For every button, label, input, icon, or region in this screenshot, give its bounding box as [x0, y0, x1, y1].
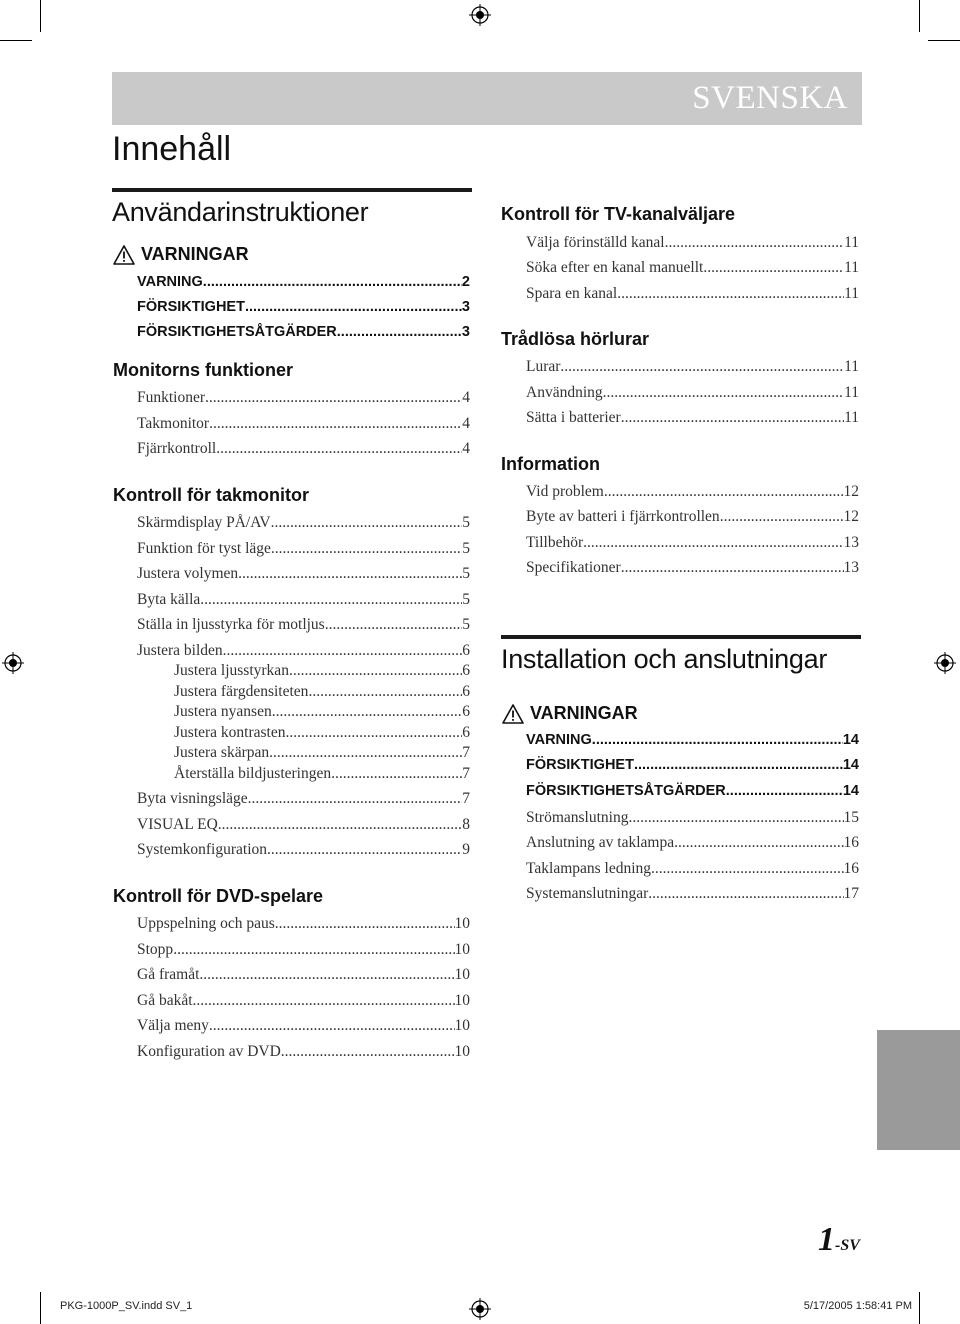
toc-subentry[interactable]: [174, 683, 470, 703]
toc-entry-page: 5: [462, 565, 470, 582]
toc-entry-label: Uppspelning och paus: [137, 915, 275, 932]
slug-file: PKG-1000P_SV.indd SV_1: [60, 1300, 193, 1312]
toc-entry-label: Välja meny: [137, 1017, 209, 1034]
toc-entry-page: 6: [462, 683, 470, 700]
toc-entry[interactable]: [526, 285, 859, 305]
warnings-heading-right: [502, 703, 638, 724]
toc-entry[interactable]: [137, 992, 470, 1012]
toc-entry-page: 3: [461, 299, 470, 315]
toc-entry-label: Byte av batteri i fjärrkontrollen: [526, 508, 720, 525]
toc-entry[interactable]: [137, 324, 470, 344]
toc-entry[interactable]: [137, 616, 470, 636]
toc-entry-page: 10: [454, 915, 470, 932]
group-heading: Trådlösa hörlurar: [501, 329, 650, 349]
toc-entry-page: 16: [843, 834, 859, 851]
toc-entry-label: Konfiguration av DVD: [137, 1043, 281, 1060]
toc-entry-page: 7: [462, 765, 470, 782]
group-heading: Kontroll för takmonitor: [113, 485, 309, 505]
toc-entry-label: Spara en kanal: [526, 285, 618, 302]
toc-entry-label: Byta visningsläge: [137, 790, 248, 807]
section-title-left: Användarinstruktioner: [112, 197, 369, 227]
toc-entry-page: 15: [843, 809, 859, 826]
toc-entry-label: FÖRSIKTIGHETSÅTGÄRDER: [526, 783, 726, 799]
registration-mark-icon: [469, 4, 491, 26]
toc-entry-page: 7: [462, 744, 470, 761]
toc-entry-page: 7: [462, 790, 470, 807]
toc-entry-page: 5: [462, 540, 470, 557]
toc-entry-page: 10: [454, 1017, 470, 1034]
page-number-suffix: -SV: [835, 1237, 860, 1254]
toc-entry-page: 9: [462, 841, 470, 858]
toc-entry-page: 3: [461, 324, 470, 340]
toc-entry[interactable]: [137, 514, 470, 534]
warning-icon: [113, 245, 135, 265]
toc-entry-label: Återställa bildjusteringen: [174, 765, 332, 782]
toc-entry-label: Gå bakåt: [137, 992, 193, 1009]
toc-entry-page: 6: [462, 703, 470, 720]
toc-entry-label: Systemanslutningar: [526, 885, 649, 902]
toc-entry-page: 10: [454, 941, 470, 958]
warning-icon: [502, 704, 524, 724]
crop-mark: [919, 0, 920, 32]
registration-mark-icon: [2, 652, 24, 674]
toc-entry-label: FÖRSIKTIGHETSÅTGÄRDER: [137, 324, 337, 340]
toc-entry[interactable]: [137, 415, 470, 435]
toc-entry-label: Välja förinställd kanal: [526, 234, 665, 251]
section-title-right: Installation och anslutningar: [501, 644, 828, 674]
toc-entry-label: Takmonitor: [137, 415, 210, 432]
toc-entry-label: Vid problem: [526, 483, 604, 500]
toc-entry[interactable]: [526, 757, 859, 777]
toc-entry-page: 11: [844, 384, 859, 401]
page-number-value: 1: [818, 1221, 835, 1258]
toc-entry-page: 17: [843, 885, 859, 902]
section-rule: [501, 635, 861, 639]
toc-entry-page: 12: [843, 508, 859, 525]
toc-entry-page: 11: [844, 259, 859, 276]
toc-entry-label: VARNING: [526, 732, 592, 748]
toc-entry[interactable]: [137, 816, 470, 836]
toc-entry[interactable]: [526, 732, 859, 752]
toc-entry[interactable]: [526, 234, 859, 254]
toc-entry-label: Söka efter en kanal manuellt: [526, 259, 704, 276]
toc-entry-label: Justera volymen: [137, 565, 239, 582]
toc-entry-label: FÖRSIKTIGHET: [137, 299, 245, 315]
group-heading: Kontroll för DVD-spelare: [113, 886, 324, 906]
toc-entry-page: 13: [843, 559, 859, 576]
toc-entry[interactable]: [137, 274, 470, 294]
toc-entry[interactable]: [526, 534, 859, 554]
toc-entry[interactable]: [137, 1017, 470, 1037]
toc-entry-page: 5: [462, 591, 470, 608]
crop-mark: [40, 1292, 41, 1324]
toc-entry-page: 6: [462, 724, 470, 741]
toc-entry-label: Skärmdisplay PÅ/AV: [137, 514, 271, 531]
toc-entry[interactable]: [137, 915, 470, 935]
toc-entry-label: VISUAL EQ: [137, 816, 218, 833]
crop-mark: [928, 40, 960, 41]
group-heading: Kontroll för TV-kanalväljare: [501, 204, 736, 224]
toc-subentry[interactable]: [174, 724, 470, 744]
toc-entry-page: 8: [462, 816, 470, 833]
toc-entry-page: 4: [462, 440, 470, 457]
page-title: Innehåll: [112, 130, 232, 168]
toc-entry-label: Justera bilden: [137, 642, 223, 659]
slug-timestamp: 5/17/2005 1:58:41 PM: [803, 1300, 912, 1312]
toc-entry[interactable]: [526, 834, 859, 854]
toc-entry[interactable]: [137, 1043, 470, 1063]
toc-entry-label: VARNING: [137, 274, 203, 290]
toc-entry-label: FÖRSIKTIGHET: [526, 757, 634, 773]
registration-mark-icon: [934, 652, 956, 674]
section-rule: [112, 188, 472, 192]
toc-entry[interactable]: [137, 841, 470, 861]
toc-entry-page: 16: [843, 860, 859, 877]
toc-entry[interactable]: [526, 409, 859, 429]
toc-entry[interactable]: [526, 809, 859, 829]
toc-entry-label: Funktioner: [137, 389, 206, 406]
toc-entry[interactable]: [526, 508, 859, 528]
toc-entry[interactable]: [137, 299, 470, 319]
toc-entry-page: 4: [462, 415, 470, 432]
toc-entry-label: Lurar: [526, 358, 561, 375]
group-heading: Monitorns funktioner: [113, 360, 293, 380]
toc-entry-page: 12: [843, 483, 859, 500]
toc-entry-page: 13: [843, 534, 859, 551]
warnings-heading-left: [113, 244, 249, 265]
toc-entry-page: 14: [842, 757, 859, 773]
group-heading: Information: [501, 454, 600, 474]
registration-mark-icon: [469, 1298, 491, 1320]
toc-entry-label: Funktion för tyst läge: [137, 540, 271, 557]
crop-mark: [0, 40, 32, 41]
toc-entry[interactable]: [526, 783, 859, 803]
toc-entry-label: Användning: [526, 384, 603, 401]
toc-entry-page: 2: [461, 274, 470, 290]
toc-entry[interactable]: [137, 540, 470, 560]
warnings-heading-label: VARNINGAR: [530, 703, 638, 723]
toc-entry[interactable]: [526, 384, 859, 404]
toc-entry-page: 6: [462, 642, 470, 659]
toc-entry[interactable]: [526, 358, 859, 378]
toc-entry-label: Justera kontrasten: [174, 724, 286, 741]
toc-entry-label: Byta källa: [137, 591, 201, 608]
toc-entry[interactable]: [137, 966, 470, 986]
toc-entry-page: 14: [842, 783, 859, 799]
toc-entry-label: Systemkonfiguration: [137, 841, 268, 858]
toc-entry[interactable]: [526, 885, 859, 905]
toc-entry[interactable]: [526, 483, 859, 503]
warnings-heading-label: VARNINGAR: [141, 244, 249, 264]
toc-entry-label: Justera nyansen: [174, 703, 272, 720]
page-number: [818, 1221, 860, 1259]
toc-entry[interactable]: [137, 389, 470, 409]
toc-entry-label: Justera ljusstyrkan: [174, 662, 289, 679]
toc-entry-page: 10: [454, 992, 470, 1009]
toc-entry-label: Ställa in ljusstyrka för motljus: [137, 616, 325, 633]
toc-entry-page: 11: [844, 358, 859, 375]
toc-entry[interactable]: [526, 860, 859, 880]
toc-subentry[interactable]: [174, 744, 470, 764]
toc-subentry[interactable]: [174, 765, 470, 785]
toc-entry[interactable]: [137, 440, 470, 460]
toc-entry-label: Justera färgdensiteten: [174, 683, 309, 700]
toc-entry-label: Tillbehör: [526, 534, 584, 551]
toc-entry-page: 5: [462, 616, 470, 633]
toc-entry-page: 10: [454, 1043, 470, 1060]
toc-entry-page: 14: [842, 732, 859, 748]
toc-entry-label: Taklampans ledning: [526, 860, 652, 877]
toc-entry-page: 11: [844, 234, 859, 251]
toc-subentry[interactable]: [174, 662, 470, 682]
toc-entry-page: 5: [462, 514, 470, 531]
toc-entry-label: Anslutning av taklampa: [526, 834, 675, 851]
toc-entry[interactable]: [526, 259, 859, 279]
crop-mark: [919, 1292, 920, 1324]
toc-entry-label: Fjärrkontroll: [137, 440, 217, 457]
toc-entry-page: 6: [462, 662, 470, 679]
language-label: SVENSKA: [692, 80, 848, 116]
toc-entry[interactable]: [526, 559, 859, 579]
toc-entry-label: Stopp: [137, 941, 174, 958]
toc-entry-label: Specifikationer: [526, 559, 621, 576]
toc-entry[interactable]: [137, 790, 470, 810]
toc-entry-label: Gå framåt: [137, 966, 200, 983]
toc-entry-label: Strömanslutning: [526, 809, 629, 826]
toc-entry[interactable]: [137, 941, 470, 961]
toc-entry-label: Sätta i batterier: [526, 409, 621, 426]
toc-entry-page: 10: [454, 966, 470, 983]
toc-entry[interactable]: [137, 591, 470, 611]
toc-entry[interactable]: [137, 565, 470, 585]
toc-entry-page: 11: [844, 285, 859, 302]
toc-subentry[interactable]: [174, 703, 470, 723]
toc-entry[interactable]: [137, 642, 470, 662]
toc-entry-page: 11: [844, 409, 859, 426]
toc-entry-page: 4: [462, 389, 470, 406]
toc-entry-label: Justera skärpan: [174, 744, 270, 761]
section-tab: [877, 1030, 960, 1150]
crop-mark: [40, 0, 41, 32]
